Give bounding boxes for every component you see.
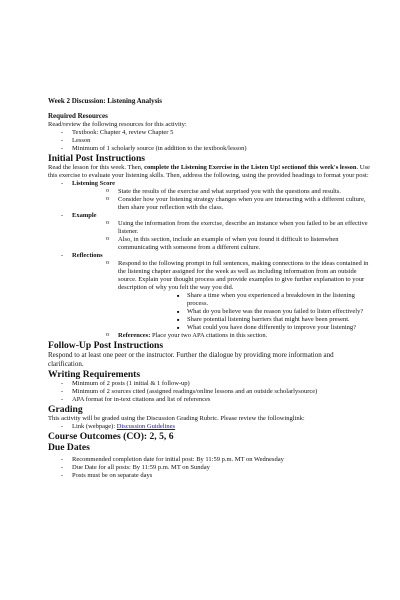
due-dates-heading: Due Dates <box>48 442 90 453</box>
reflections-questions <box>118 292 370 332</box>
link-prefix: Link (webpage): <box>72 423 117 430</box>
example-label: Example <box>72 212 97 219</box>
list-item: - Recommended completion date for initial post: By 11:59 p.m. MT on Wednesday <box>48 456 370 464</box>
list-item-references <box>72 332 370 340</box>
due-dates-list <box>48 456 370 480</box>
list-item-listening-score <box>48 180 370 212</box>
reflections-label: Reflections <box>72 252 103 259</box>
follow-up-text: Respond to at least one peer or the instructor. Further the dialogue by providing more information and clarification. <box>48 351 334 368</box>
initial-post-heading: Initial Post Instructions <box>48 153 146 164</box>
document-title: Week 2 Discussion: Listening Analysis <box>48 97 162 105</box>
list-item: o Also, in this section, include an example of when you found it difficult to listenwhen communicating with someone from a different culture. <box>72 236 370 252</box>
list-item: - Posts must be on separate days <box>48 472 370 480</box>
list-item: ■ What could you have done differently to improve your listening? <box>118 324 370 332</box>
course-outcomes-heading: Course Outcomes (CO): 2, 5, 6 <box>48 431 174 442</box>
list-item: o Using the information from the exercise, describe an instance when you failed to be an effective listener. <box>72 220 370 236</box>
list-item: o Consider how your listening strategy changes when you are interacting with a different culture, then share your reflection with the class. <box>72 196 370 212</box>
example-sublist <box>72 220 370 252</box>
required-resources-list <box>48 129 370 153</box>
grading-list <box>48 423 370 431</box>
list-item: - Due Date for all posts: By 11:59 p.m. MT on Sunday <box>48 464 370 472</box>
list-item: ■ Share a time when you experienced a breakdown in the listening process. <box>118 292 370 308</box>
intro-text-bold: complete the Listening Exercise in the Listen Up! sectionof this week's lesson <box>144 164 357 171</box>
writing-requirements-list <box>48 380 370 404</box>
list-item: - Lesson <box>48 137 370 145</box>
list-item: - APA format for in-text citations and list of references <box>48 396 370 404</box>
reflections-sublist <box>72 260 370 340</box>
listening-score-label: Listening Score <box>72 180 116 187</box>
references-label: References: <box>118 332 151 339</box>
intro-text-end: . Use this exercise to evaluate your listening skills. Then, address the following, using the provided headings to format your post: <box>48 164 370 179</box>
list-item: - Minimum of 2 sources cited (assigned readings/online lessons and an outside scholarlysource) <box>48 388 370 396</box>
grading-text: This activity will be graded using the Discussion Grading Rubric. Please review the followinglink: <box>48 415 305 422</box>
list-item: - Minimum of 2 posts (1 initial & 1 follow-up) <box>48 380 370 388</box>
list-item: ■ Share potential listening barriers that might have been present. <box>118 316 370 324</box>
follow-up-heading: Follow-Up Post Instructions <box>48 340 164 351</box>
grading-heading: Grading <box>48 404 83 415</box>
references-text: Place your two APA citations in this section. <box>150 332 268 339</box>
required-resources-intro: Read/review the following resources for this activity: <box>48 121 187 128</box>
reflections-prompt: Respond to the following prompt in full sentences, making connections to the ideas contained in the listening chapter assigned for the week as well as including information from an outside source. Explain your thought process and provide examples to give further explanation to your description of why you felt the way you did. <box>118 260 369 291</box>
required-resources-heading: Required Resources <box>48 112 108 120</box>
list-item-example <box>48 212 370 252</box>
list-item: ■ What do you believe was the reason you failed to listen effectively? <box>118 308 370 316</box>
writing-requirements-heading: Writing Requirements <box>48 369 141 380</box>
initial-post-list <box>48 180 370 340</box>
document-body <box>48 112 370 480</box>
list-item: o State the results of the exercise and what surprised you with the questions and results. <box>72 188 370 196</box>
discussion-guidelines-link[interactable]: Discussion Guidelines <box>116 423 176 430</box>
listening-score-sublist <box>72 188 370 212</box>
list-item: - Minimum of 1 scholarly source (in addition to the textbook/lesson) <box>48 145 370 153</box>
list-item: - Textbook: Chapter 4, review Chapter 5 <box>48 129 370 137</box>
list-item <box>48 423 370 431</box>
list-item <box>72 260 370 332</box>
list-item-reflections <box>48 252 370 340</box>
initial-post-intro <box>48 164 370 180</box>
intro-text-start: Read the lesson for this week. Then, <box>48 164 145 171</box>
